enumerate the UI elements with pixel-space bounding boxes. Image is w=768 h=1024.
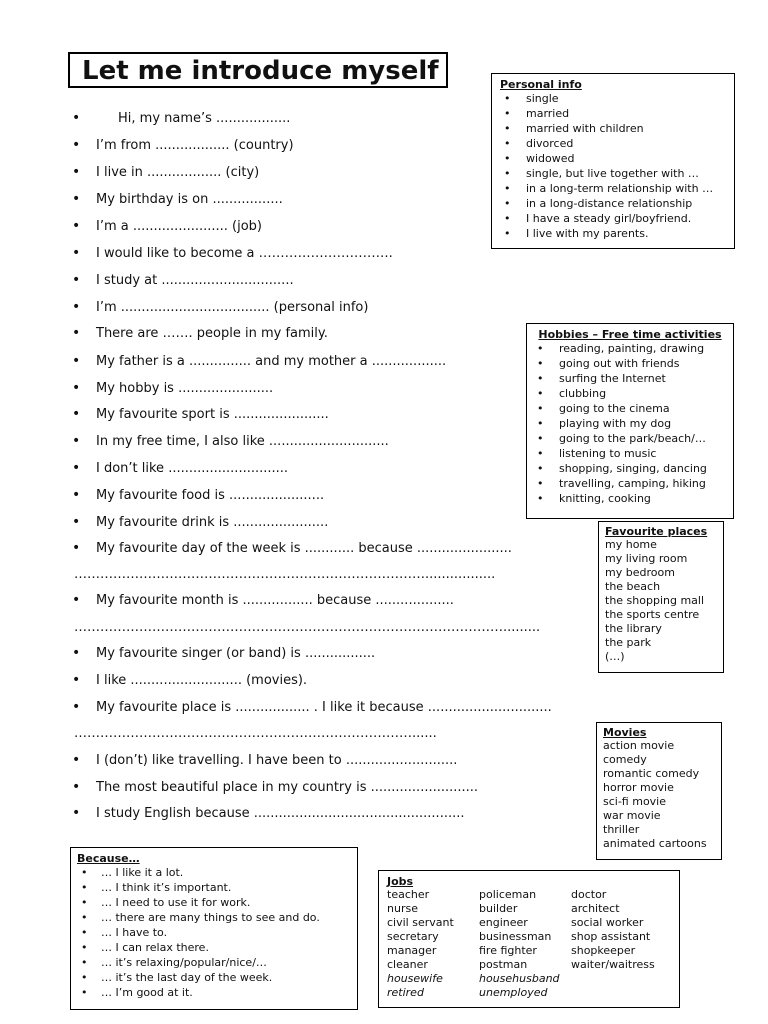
job-item: waiter/waitress [571,958,655,971]
hobby-item: • travelling, camping, hiking [533,476,727,491]
place-item: the library [605,622,662,635]
because-item: • … I can relax there. [77,940,351,955]
movies-list [603,739,715,851]
hobbies-title: Hobbies – Free time activities [538,328,722,341]
bullet: • [72,380,81,396]
job-item: builder [479,902,518,915]
movie-item: animated cartoons [603,837,707,850]
question-item: In my free time, I also like ............................. [96,434,389,449]
place-item: the park [605,636,652,649]
question-item: I’m .................................... (personal info) [96,300,369,315]
bullet: • [72,779,81,795]
job-item: businessman [479,930,552,943]
hobby-item: • surfing the Internet [533,371,727,386]
place-item: my home [605,538,657,551]
job-item: househusband [479,972,560,985]
question-item: My father is a ............... and my mother a .................. [96,354,447,369]
movie-item: sci-fi movie [603,795,667,808]
hobby-item: • clubbing [533,386,727,401]
job-item: secretary [387,930,439,943]
question-item: I study English because ................................................... [96,806,465,821]
bullet: • [72,699,81,715]
personal-info-item: • widowed [500,151,726,166]
because-item: • … I need to use it for work. [77,895,351,910]
question-item: There are ……. people in my family. [96,326,328,341]
job-item [571,972,667,986]
hobby-item: • knitting, cooking [533,491,727,506]
question-item: My favourite drink is ....................... [96,515,329,530]
question-item: My favourite sport is ....................... [96,407,329,422]
personal-info-item: • I live with my parents. [500,226,726,241]
question-item: I’m from .................. (country) [96,138,294,153]
question-item: My favourite month is ................. because ................... [96,593,454,608]
job-item: engineer [479,916,528,929]
bullet: • [72,672,81,688]
bullet: • [72,137,81,153]
because-item: • … it’s the last day of the week. [77,970,351,985]
hobby-item: • reading, painting, drawing [533,341,727,356]
hobby-item: • playing with my dog [533,416,727,431]
job-item: nurse [387,902,418,915]
hobby-item: • going out with friends [533,356,727,371]
job-item [571,986,667,1000]
question-item: Hi, my name’s .................. [118,111,291,126]
bullet: • [72,272,81,288]
question-item: I (don’t) like travelling. I have been to ........................... [96,753,458,768]
jobs-box [378,870,680,1008]
bullet: • [72,592,81,608]
personal-info-item: • in a long-distance relationship [500,196,726,211]
question-item: My favourite day of the week is ............ because ....................... [96,541,512,556]
hobby-item: • listening to music [533,446,727,461]
personal-info-box [491,73,735,249]
question-item: My hobby is ....................... [96,381,274,396]
bullet: • [72,805,81,821]
movie-item: comedy [603,753,647,766]
because-item: • … I like it a lot. [77,865,351,880]
because-item: • … it’s relaxing/popular/nice/… [77,955,351,970]
bullet: • [72,325,81,341]
hobby-item: • going to the park/beach/… [533,431,727,446]
personal-info-item: • married [500,106,726,121]
hobby-item: • shopping, singing, dancing [533,461,727,476]
favourite-places-title: Favourite places [605,525,708,538]
continuation-line: ………………………………………………………………………………………......... [74,620,541,635]
page-title: Let me introduce myself [68,52,448,88]
job-item: housewife [387,972,443,985]
job-item: shopkeeper [571,944,636,957]
movies-title: Movies [603,726,647,739]
place-item: the beach [605,580,661,593]
movie-item: war movie [603,809,661,822]
continuation-line: ……………………………………………………………………...... [74,726,437,741]
job-item: social worker [571,916,644,929]
bullet: • [72,406,81,422]
place-item: my living room [605,552,688,565]
bullet: • [72,540,81,556]
bullet: • [72,245,81,261]
bullet: • [72,353,81,369]
bullet: • [72,299,81,315]
question-item: My favourite place is .................. . I like it because .............................. [96,700,552,715]
job-item: retired [387,986,424,999]
bullet: • [72,110,81,126]
personal-info-list [500,91,726,241]
hobby-item: • going to the cinema [533,401,727,416]
job-item: postman [479,958,528,971]
movie-item: thriller [603,823,640,836]
personal-info-item: • I have a steady girl/boyfriend. [500,211,726,226]
job-item: policeman [479,888,537,901]
job-item: architect [571,902,620,915]
question-item: The most beautiful place in my country is .......................... [96,780,479,795]
continuation-line: ………………………………………………………………………................. [74,567,496,582]
personal-info-item: • single [500,91,726,106]
bullet: • [72,487,81,503]
personal-info-title: Personal info [500,78,582,91]
movie-item: romantic comedy [603,767,700,780]
bullet: • [72,460,81,476]
question-item: I’m a ....................... (job) [96,219,262,234]
bullet: • [72,514,81,530]
movie-item: horror movie [603,781,674,794]
personal-info-item: • single, but live together with … [500,166,726,181]
hobbies-box [526,323,734,519]
because-item: • … I have to. [77,925,351,940]
job-item: cleaner [387,958,428,971]
question-item: I study at ................................ [96,273,294,288]
question-item: I don’t like ............................. [96,461,289,476]
bullet: • [72,433,81,449]
question-item: I live in .................. (city) [96,165,260,180]
place-item: (…) [605,650,625,663]
job-item: unemployed [479,986,548,999]
question-item: I like ........................... (movies). [96,673,308,688]
place-item: the shopping mall [605,594,705,607]
question-item: My birthday is on ................. [96,192,283,207]
personal-info-item: • in a long-term relationship with … [500,181,726,196]
question-item: My favourite singer (or band) is ................. [96,646,376,661]
jobs-grid [387,888,671,1000]
movie-item: action movie [603,739,675,752]
because-list [77,865,351,1000]
bullet: • [72,645,81,661]
question-item: I would like to become a …………………………. [96,246,393,261]
jobs-title: Jobs [387,875,414,888]
favourite-places-list [605,538,717,664]
job-item: shop assistant [571,930,651,943]
job-item: manager [387,944,437,957]
job-item: fire fighter [479,944,537,957]
favourite-places-box [598,521,724,673]
because-item: • … there are many things to see and do. [77,910,351,925]
job-item: civil servant [387,916,454,929]
because-title: Because… [77,852,140,865]
hobbies-list [533,341,727,506]
bullet: • [72,164,81,180]
question-item: My favourite food is ....................... [96,488,325,503]
bullet: • [72,218,81,234]
bullet: • [72,191,81,207]
because-item: • … I think it’s important. [77,880,351,895]
movies-box [596,722,722,860]
because-item: • … I’m good at it. [77,985,351,1000]
bullet: • [72,752,81,768]
personal-info-item: • married with children [500,121,726,136]
because-box [70,847,358,1010]
job-item: teacher [387,888,430,901]
job-item: doctor [571,888,607,901]
place-item: my bedroom [605,566,675,579]
place-item: the sports centre [605,608,700,621]
personal-info-item: • divorced [500,136,726,151]
